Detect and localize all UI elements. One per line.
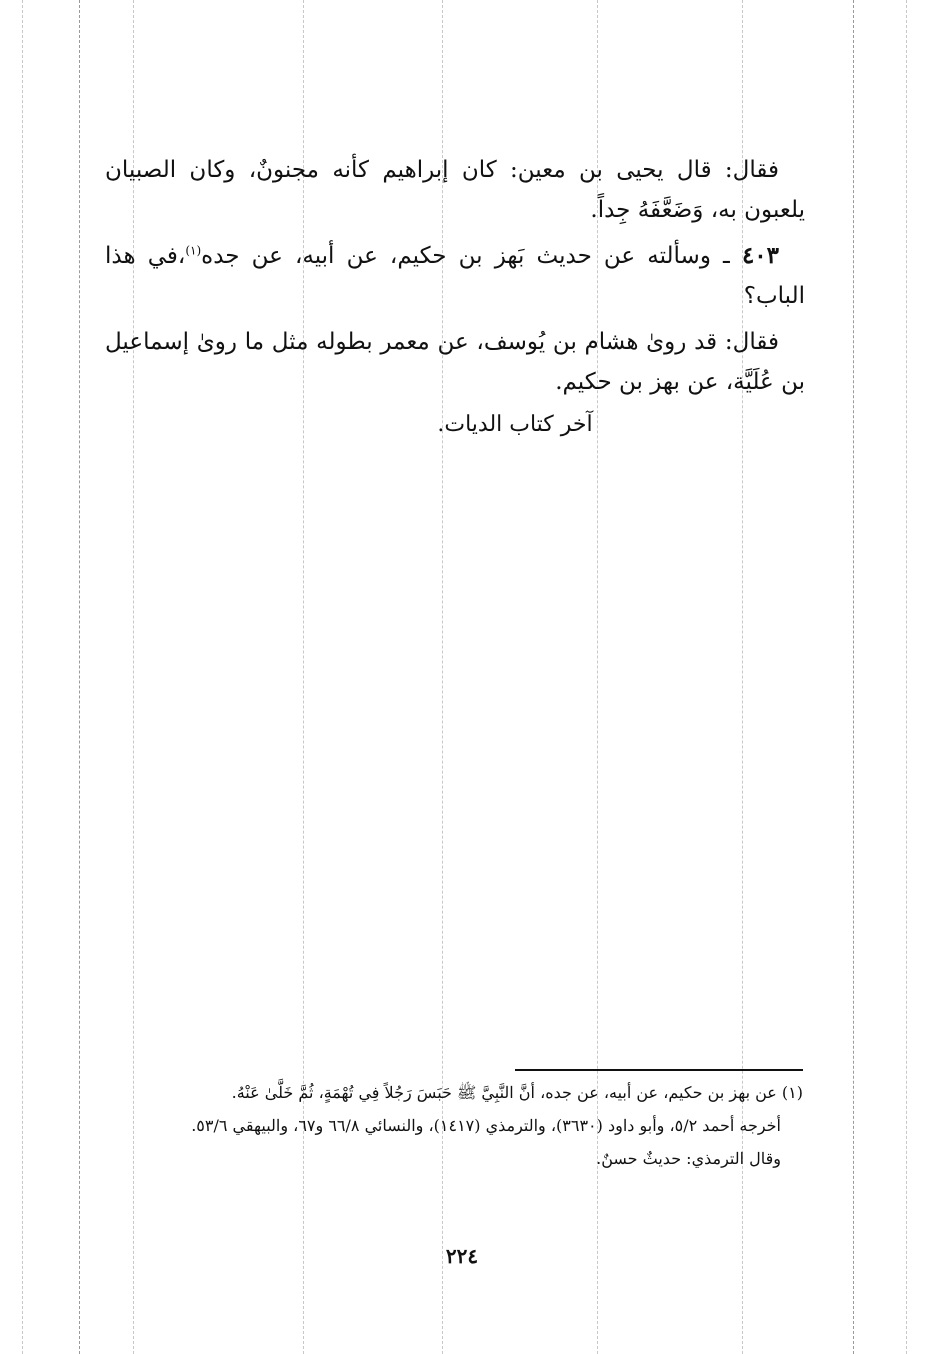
footnote-1: (١) عن بهز بن حكيم، عن أبيه، عن جده، أنَّ النَّبِيَّ ﷺ حَبَسَ رَجُلاً فِي تُهْمَةٍ، ثُمَّ خَلَّىٰ عَنْهُ. — [231, 1083, 803, 1102]
paragraph-text: فقال: قال يحيى بن معين: كان إبراهيم كأنه مجنونٌ، وكان الصبيان يلعبون به، وَضَعَّفَهُ جِداً. — [105, 157, 805, 223]
footnote-1-grading: وقال الترمذي: حديثٌ حسنٌ. — [596, 1149, 781, 1168]
footnote-reference[interactable]: (١) — [185, 243, 202, 258]
paragraph-text: فقال: قد روىٰ هشام بن يُوسف، عن معمر بطوله مثل ما روىٰ إسماعيل بن عُلَيَّة، عن بهز بن حكيم. — [105, 329, 805, 395]
paragraph-text: ـ وسألته عن حديث بَهز بن حكيم، عن أبيه، عن جده — [201, 243, 742, 269]
paragraph-number: ٤٠٣ — [741, 242, 779, 269]
footnote-separator — [515, 1069, 803, 1071]
paragraph — [105, 322, 805, 402]
page-number: ٢٢٤ — [445, 1244, 479, 1268]
section-closing: آخر كتاب الديات. — [437, 412, 593, 437]
footnotes — [105, 1076, 803, 1175]
paragraph — [105, 150, 805, 230]
paragraph-text-after: ،في هذا الباب؟ — [105, 243, 805, 309]
main-text — [105, 150, 805, 442]
paragraph-numbered — [105, 236, 805, 316]
scan-guide-line — [79, 0, 80, 1354]
scan-guide-line — [22, 0, 23, 1354]
scan-guide-line — [853, 0, 854, 1354]
footnote-1-sources: أخرجه أحمد ٥/٢، وأبو داود (٣٦٣٠)، والترمذي (١٤١٧)، والنسائي ٦٦/٨ و٦٧، والبيهقي ٥٣/٦. — [191, 1116, 781, 1135]
scan-guide-line — [906, 0, 907, 1354]
